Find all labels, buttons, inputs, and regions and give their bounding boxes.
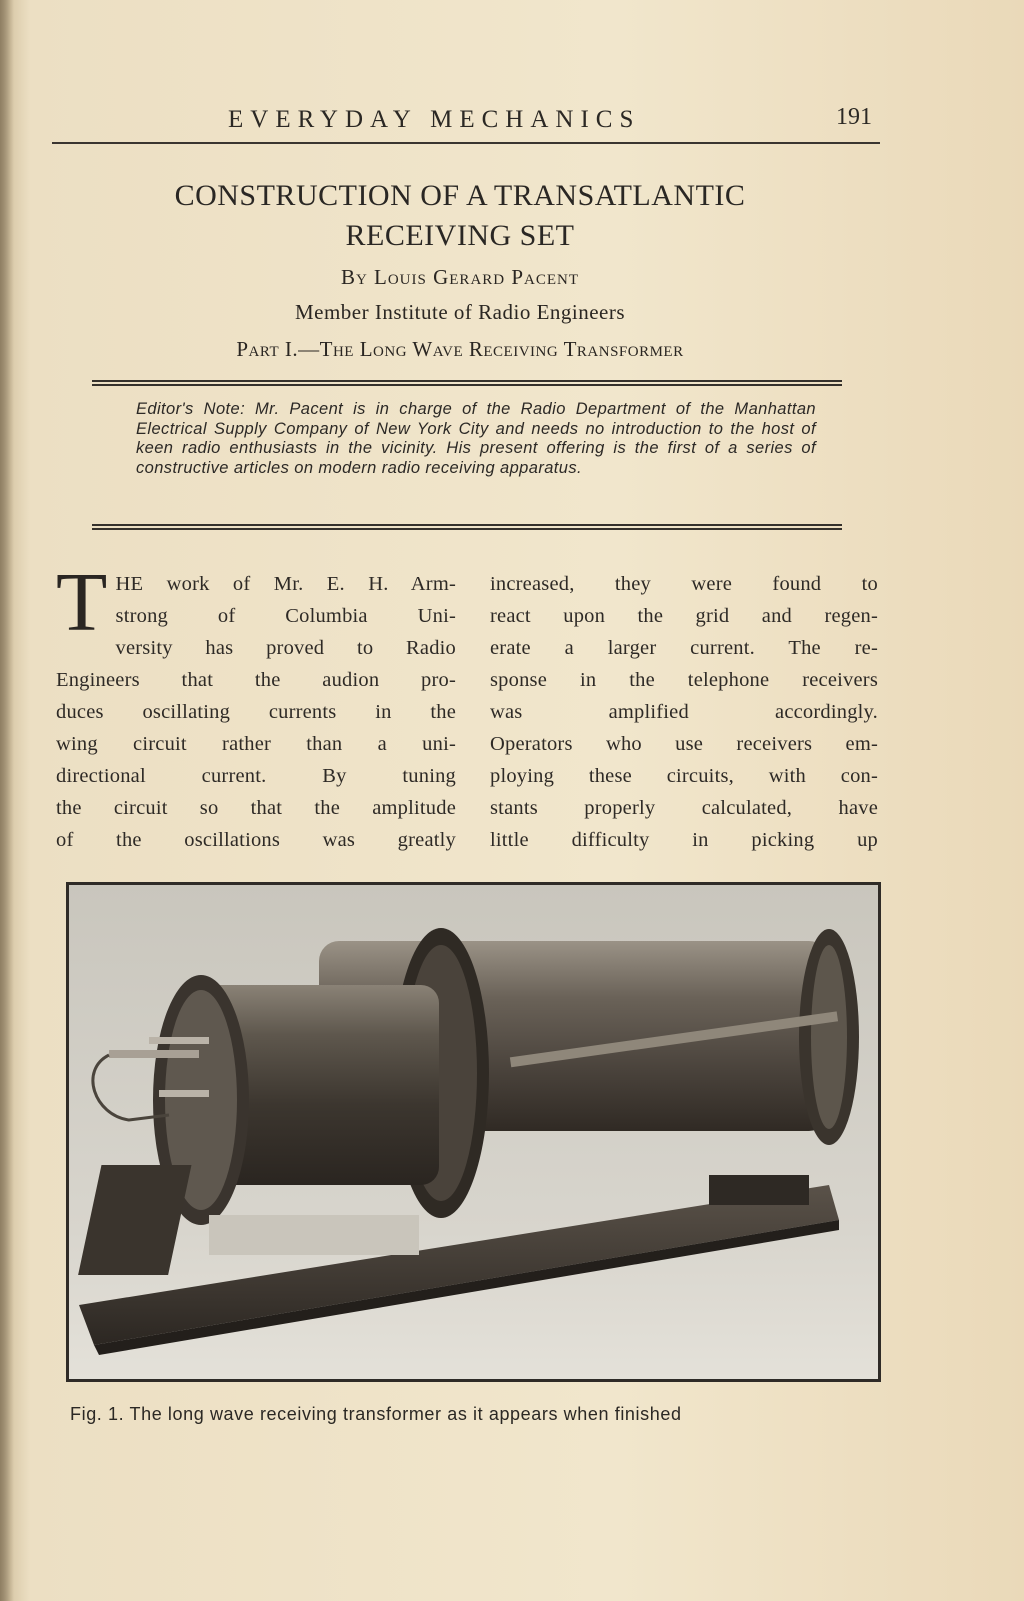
base-gap — [209, 1215, 419, 1255]
spine-shadow — [0, 0, 14, 1601]
body-line: duces oscillating currents in the — [56, 701, 456, 723]
author-affiliation: Member Institute of Radio Engineers — [294, 300, 626, 324]
page-number: 191 — [836, 104, 872, 130]
rear-support — [709, 1175, 809, 1205]
drop-cap: T — [56, 556, 108, 649]
body-line: little difficulty in picking up — [490, 829, 878, 851]
body-line: stants properly calculated, have — [490, 797, 878, 819]
transformer-photo-illustration — [69, 885, 878, 1379]
title-line-2: RECEIVING SET — [345, 219, 575, 252]
editors-note: Editor's Note: Mr. Pacent is in charge of the Radio Department of the Manhattan Electrical Supply Company of New York City and needs no introduction to the host of keen radio enthusiasts in the vicinity. His present offering is the first of a series of constructive articles on modern radio receiving apparatus. — [136, 400, 816, 477]
note-rule-top — [92, 380, 842, 386]
body-line: Engineers that the audion pro- — [56, 669, 456, 691]
body-line: Operators who use receivers em- — [490, 733, 878, 755]
large-cylinder-end-face — [811, 945, 847, 1129]
terminal-post-3 — [159, 1090, 209, 1097]
body-line: erate a larger current. The re- — [490, 637, 878, 659]
body-line: of the oscillations was greatly — [56, 829, 456, 851]
body-line: wing circuit rather than a uni- — [56, 733, 456, 755]
body-line: the circuit so that the amplitude — [56, 797, 456, 819]
body-line: versity has proved to Radio — [115, 637, 456, 659]
terminal-post-2 — [149, 1037, 209, 1044]
title-line-1: CONSTRUCTION OF A TRANSATLANTIC — [174, 179, 746, 212]
body-line: was amplified accordingly. — [490, 701, 878, 723]
note-rule-bottom — [92, 524, 842, 530]
body-column-left — [56, 556, 456, 856]
figure-photo — [66, 882, 881, 1382]
byline: By Louis Gerard Pacent — [340, 265, 580, 289]
body-line: increased, they were found to — [490, 573, 878, 595]
body-line: HE work of Mr. E. H. Arm- — [115, 573, 456, 595]
terminal-post-1 — [109, 1050, 199, 1058]
body-line: strong of Columbia Uni- — [115, 605, 456, 627]
body-line: ploying these circuits, with con- — [490, 765, 878, 787]
article-title — [110, 176, 810, 256]
body-column-right — [490, 568, 878, 856]
part-title: Part I.—The Long Wave Receiving Transformer — [236, 337, 684, 361]
running-head: EVERYDAY MECHANICS — [228, 106, 641, 133]
body-line: react upon the grid and regen- — [490, 605, 878, 627]
header-rule — [52, 142, 880, 144]
figure-caption: Fig. 1. The long wave receiving transformer as it appears when finished — [70, 1404, 682, 1424]
body-line: directional current. By tuning — [56, 765, 456, 787]
body-line: sponse in the telephone receivers — [490, 669, 878, 691]
